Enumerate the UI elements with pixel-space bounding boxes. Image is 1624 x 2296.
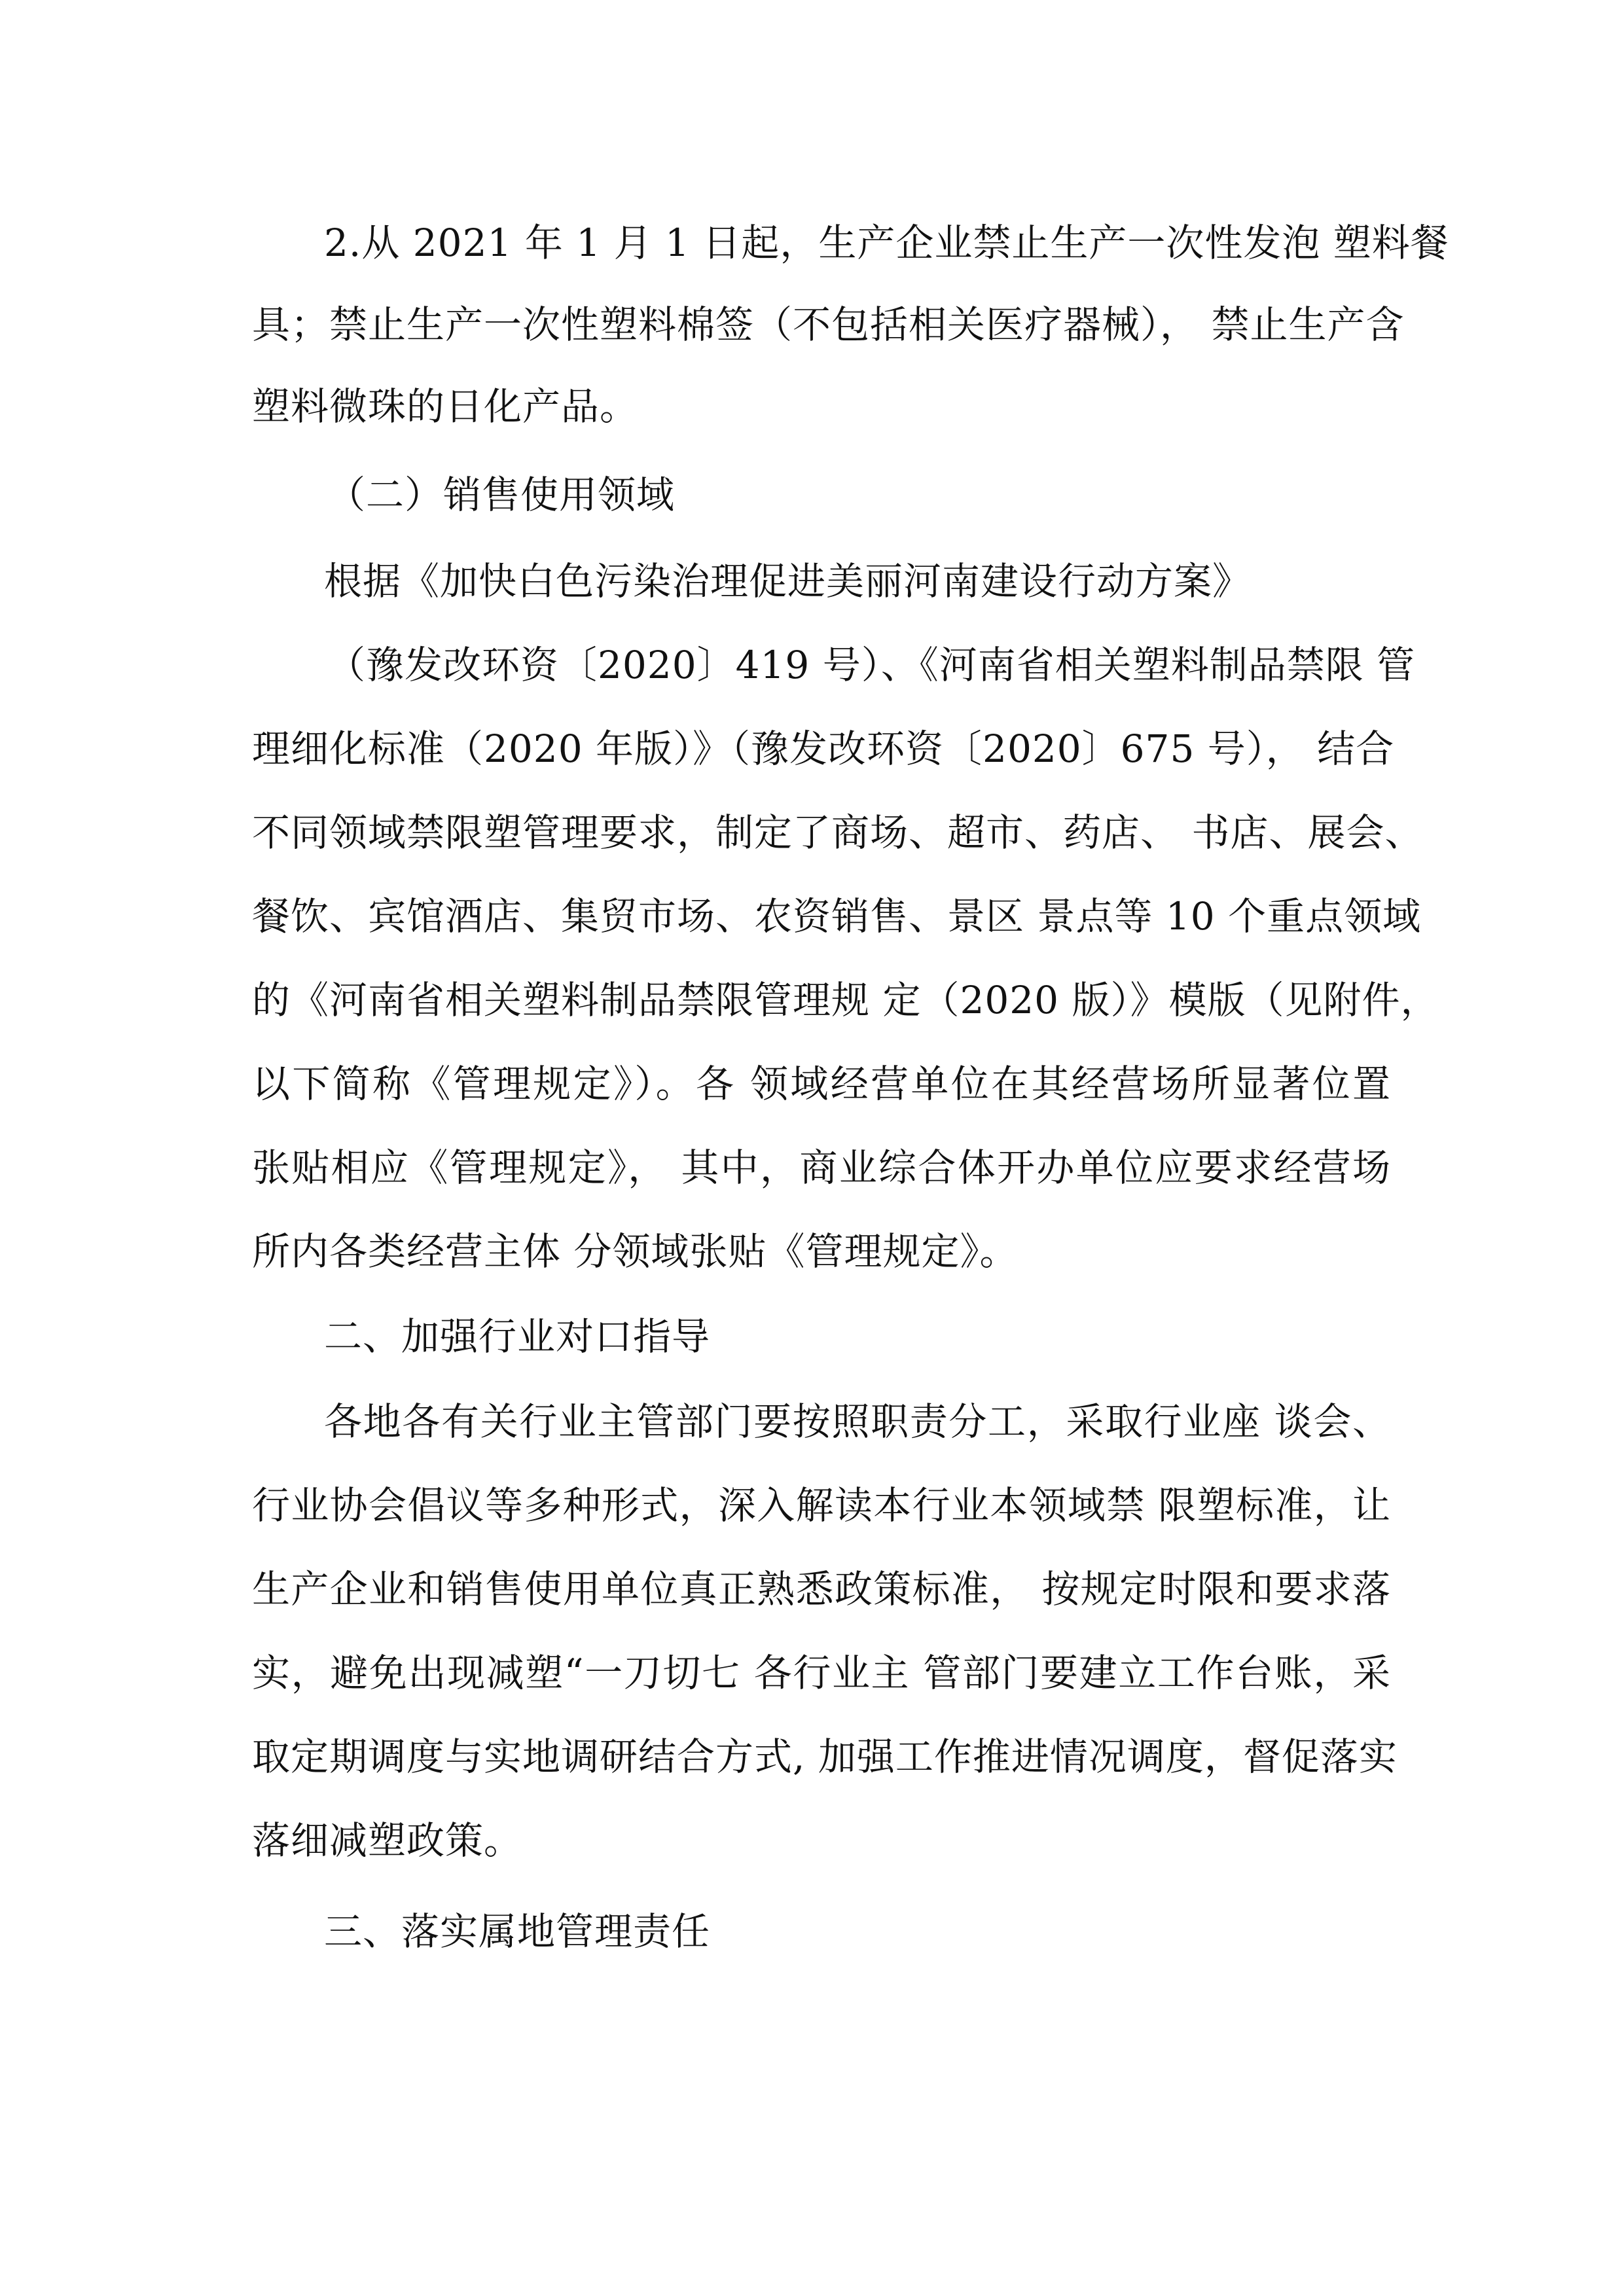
body-text-line: （豫发改环资〔2020〕419 号）、《河南省相关塑料制品禁限 管 [327, 643, 1416, 687]
body-text-line: 落细减塑政策。 [252, 1818, 523, 1863]
body-text-line: 各地各有关行业主管部门要按照职责分工，采取行业座 谈会、 [324, 1399, 1391, 1444]
body-text-line: 不同领域禁限塑管理要求，制定了商场、超市、药店、 书店、展会、 [252, 810, 1424, 855]
body-text-line: 根据《加快白色污染治理促进美丽河南建设行动方案》 [324, 559, 1252, 603]
section-heading: 三、落实属地管理责任 [324, 1909, 711, 1954]
body-text-line: 生产企业和销售使用单位真正熟悉政策标准， 按规定时限和要求落 [252, 1567, 1391, 1611]
body-text-line: 行业协会倡议等多种形式，深入解读本行业本领域禁 限塑标准，让 [252, 1483, 1391, 1528]
body-text-line: 实，避免出现减塑“一刀切七 各行业主 管部门要建立工作台账，采 [252, 1651, 1391, 1695]
body-text-line: 理细化标准（2020 年版）》（豫发改环资〔2020〕675 号）， 结合 [252, 726, 1395, 771]
body-text-line: 的《河南省相关塑料制品禁限管理规 定（2020 版）》模版（见附件， [252, 978, 1439, 1022]
section-heading: 二、加强行业对口指导 [324, 1314, 711, 1359]
body-text-line: 2.从 2021 年 1 月 1 日起，生产企业禁止生产一次性发泡 塑料餐 [324, 221, 1449, 265]
body-text-line: 以下简称《管理规定》）。各 领域经营单位在其经营场所显著位置 [252, 1062, 1391, 1106]
body-text-line: 塑料微珠的日化产品。 [252, 384, 639, 429]
section-heading: （二）销售使用领域 [327, 473, 676, 517]
body-text-line: 餐饮、宾馆酒店、集贸市场、农资销售、景区 景点等 10 个重点领域 [252, 894, 1422, 939]
body-text-line: 所内各类经营主体 分领域张贴《管理规定》。 [252, 1229, 1019, 1274]
body-text-line: 取定期调度与实地调研结合方式, 加强工作推进情况调度，督促落实 [252, 1734, 1398, 1779]
body-text-line: 具；禁止生产一次性塑料棉签（不包括相关医疗器械）， 禁止生产含 [252, 302, 1405, 347]
body-text-line: 张贴相应《管理规定》， 其中，商业综合体开办单位应要求经营场 [252, 1145, 1391, 1190]
